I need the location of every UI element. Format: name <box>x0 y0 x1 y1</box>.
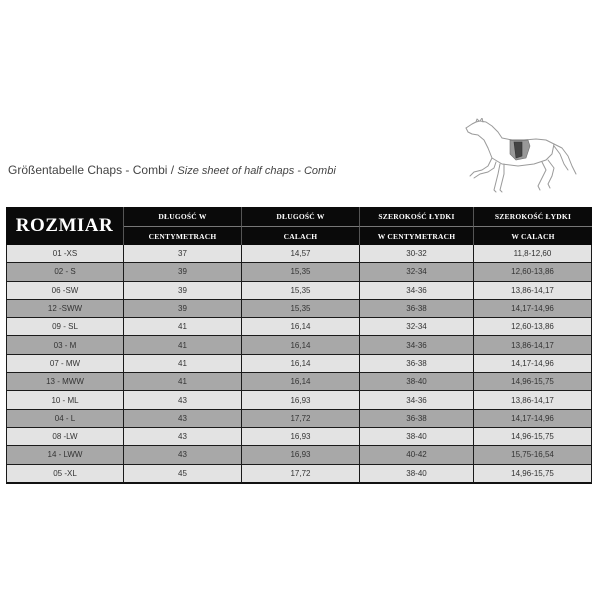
width-cm-cell: 34-36 <box>360 282 474 300</box>
width-cm-cell: 36-38 <box>360 300 474 318</box>
table-row <box>6 300 592 318</box>
table-row <box>6 391 592 409</box>
width-cm-cell: 32-34 <box>360 263 474 281</box>
length-cm-cell: 39 <box>124 263 242 281</box>
length-cm-cell: 45 <box>124 465 242 484</box>
length-in-cell: 15,35 <box>242 263 360 281</box>
length-cm-cell: 41 <box>124 373 242 391</box>
width-in-cell: 12,60-13,86 <box>474 263 592 281</box>
table-row <box>6 465 592 484</box>
table-body <box>6 245 592 484</box>
width-cm-cell: 32-34 <box>360 318 474 336</box>
title-english: Size sheet of half chaps - Combi <box>177 165 336 177</box>
table-row <box>6 318 592 336</box>
length-in-cell: 16,93 <box>242 446 360 464</box>
size-cell: 14 - LWW <box>6 446 124 464</box>
width-cm-cell: 36-38 <box>360 410 474 428</box>
length-in-cell: 17,72 <box>242 410 360 428</box>
table-row <box>6 373 592 391</box>
width-in-cell: 12,60-13,86 <box>474 318 592 336</box>
size-cell: 12 -SWW <box>6 300 124 318</box>
length-in-cell: 14,57 <box>242 245 360 263</box>
header-length-in-bottom: CALACH <box>242 227 360 245</box>
length-cm-cell: 39 <box>124 282 242 300</box>
header-width-in-top: SZEROKOŚĆ ŁYDKI <box>474 207 592 227</box>
length-in-cell: 16,14 <box>242 373 360 391</box>
width-in-cell: 13,86-14,17 <box>474 282 592 300</box>
width-in-cell: 14,17-14,96 <box>474 355 592 373</box>
length-cm-cell: 43 <box>124 391 242 409</box>
header-size: ROZMIAR <box>6 207 124 245</box>
width-cm-cell: 36-38 <box>360 355 474 373</box>
length-in-cell: 17,72 <box>242 465 360 484</box>
length-in-cell: 16,93 <box>242 391 360 409</box>
header-width-in-bottom: W CALACH <box>474 227 592 245</box>
length-cm-cell: 39 <box>124 300 242 318</box>
table-row <box>6 446 592 464</box>
size-cell: 01 -XS <box>6 245 124 263</box>
header-length-cm-bottom: CENTYMETRACH <box>124 227 242 245</box>
table-row <box>6 355 592 373</box>
header-length-cm-top: DŁUGOŚĆ W <box>124 207 242 227</box>
table-row <box>6 245 592 263</box>
title-german: Größentabelle Chaps - Combi / <box>8 163 175 177</box>
width-cm-cell: 38-40 <box>360 373 474 391</box>
size-cell: 09 - SL <box>6 318 124 336</box>
size-cell: 10 - ML <box>6 391 124 409</box>
length-cm-cell: 43 <box>124 446 242 464</box>
width-cm-cell: 30-32 <box>360 245 474 263</box>
width-cm-cell: 38-40 <box>360 465 474 484</box>
table-row <box>6 263 592 281</box>
length-cm-cell: 43 <box>124 410 242 428</box>
length-in-cell: 15,35 <box>242 300 360 318</box>
width-in-cell: 15,75-16,54 <box>474 446 592 464</box>
table-row <box>6 336 592 354</box>
size-cell: 03 - M <box>6 336 124 354</box>
length-cm-cell: 43 <box>124 428 242 446</box>
table-row <box>6 282 592 300</box>
size-cell: 02 - S <box>6 263 124 281</box>
length-cm-cell: 41 <box>124 318 242 336</box>
width-cm-cell: 34-36 <box>360 391 474 409</box>
horse-with-half-chaps-icon <box>462 118 582 194</box>
width-in-cell: 13,86-14,17 <box>474 336 592 354</box>
width-in-cell: 14,96-15,75 <box>474 465 592 484</box>
width-in-cell: 11,8-12,60 <box>474 245 592 263</box>
length-cm-cell: 37 <box>124 245 242 263</box>
width-in-cell: 14,17-14,96 <box>474 410 592 428</box>
length-in-cell: 16,14 <box>242 355 360 373</box>
width-in-cell: 14,96-15,75 <box>474 373 592 391</box>
table-header <box>6 207 592 245</box>
length-in-cell: 16,14 <box>242 318 360 336</box>
width-in-cell: 14,17-14,96 <box>474 300 592 318</box>
width-in-cell: 13,86-14,17 <box>474 391 592 409</box>
page-title <box>8 163 336 177</box>
size-cell: 08 -LW <box>6 428 124 446</box>
size-cell: 07 - MW <box>6 355 124 373</box>
size-cell: 05 -XL <box>6 465 124 484</box>
width-cm-cell: 34-36 <box>360 336 474 354</box>
width-in-cell: 14,96-15,75 <box>474 428 592 446</box>
length-in-cell: 16,14 <box>242 336 360 354</box>
length-cm-cell: 41 <box>124 336 242 354</box>
width-cm-cell: 40-42 <box>360 446 474 464</box>
size-cell: 13 - MWW <box>6 373 124 391</box>
header-length-in-top: DŁUGOŚĆ W <box>242 207 360 227</box>
size-table <box>6 207 592 484</box>
length-in-cell: 16,93 <box>242 428 360 446</box>
header-width-cm-bottom: W CENTYMETRACH <box>360 227 474 245</box>
table-row <box>6 428 592 446</box>
size-cell: 06 -SW <box>6 282 124 300</box>
table-row <box>6 410 592 428</box>
length-cm-cell: 41 <box>124 355 242 373</box>
header-width-cm-top: SZEROKOŚĆ ŁYDKI <box>360 207 474 227</box>
length-in-cell: 15,35 <box>242 282 360 300</box>
width-cm-cell: 38-40 <box>360 428 474 446</box>
size-cell: 04 - L <box>6 410 124 428</box>
